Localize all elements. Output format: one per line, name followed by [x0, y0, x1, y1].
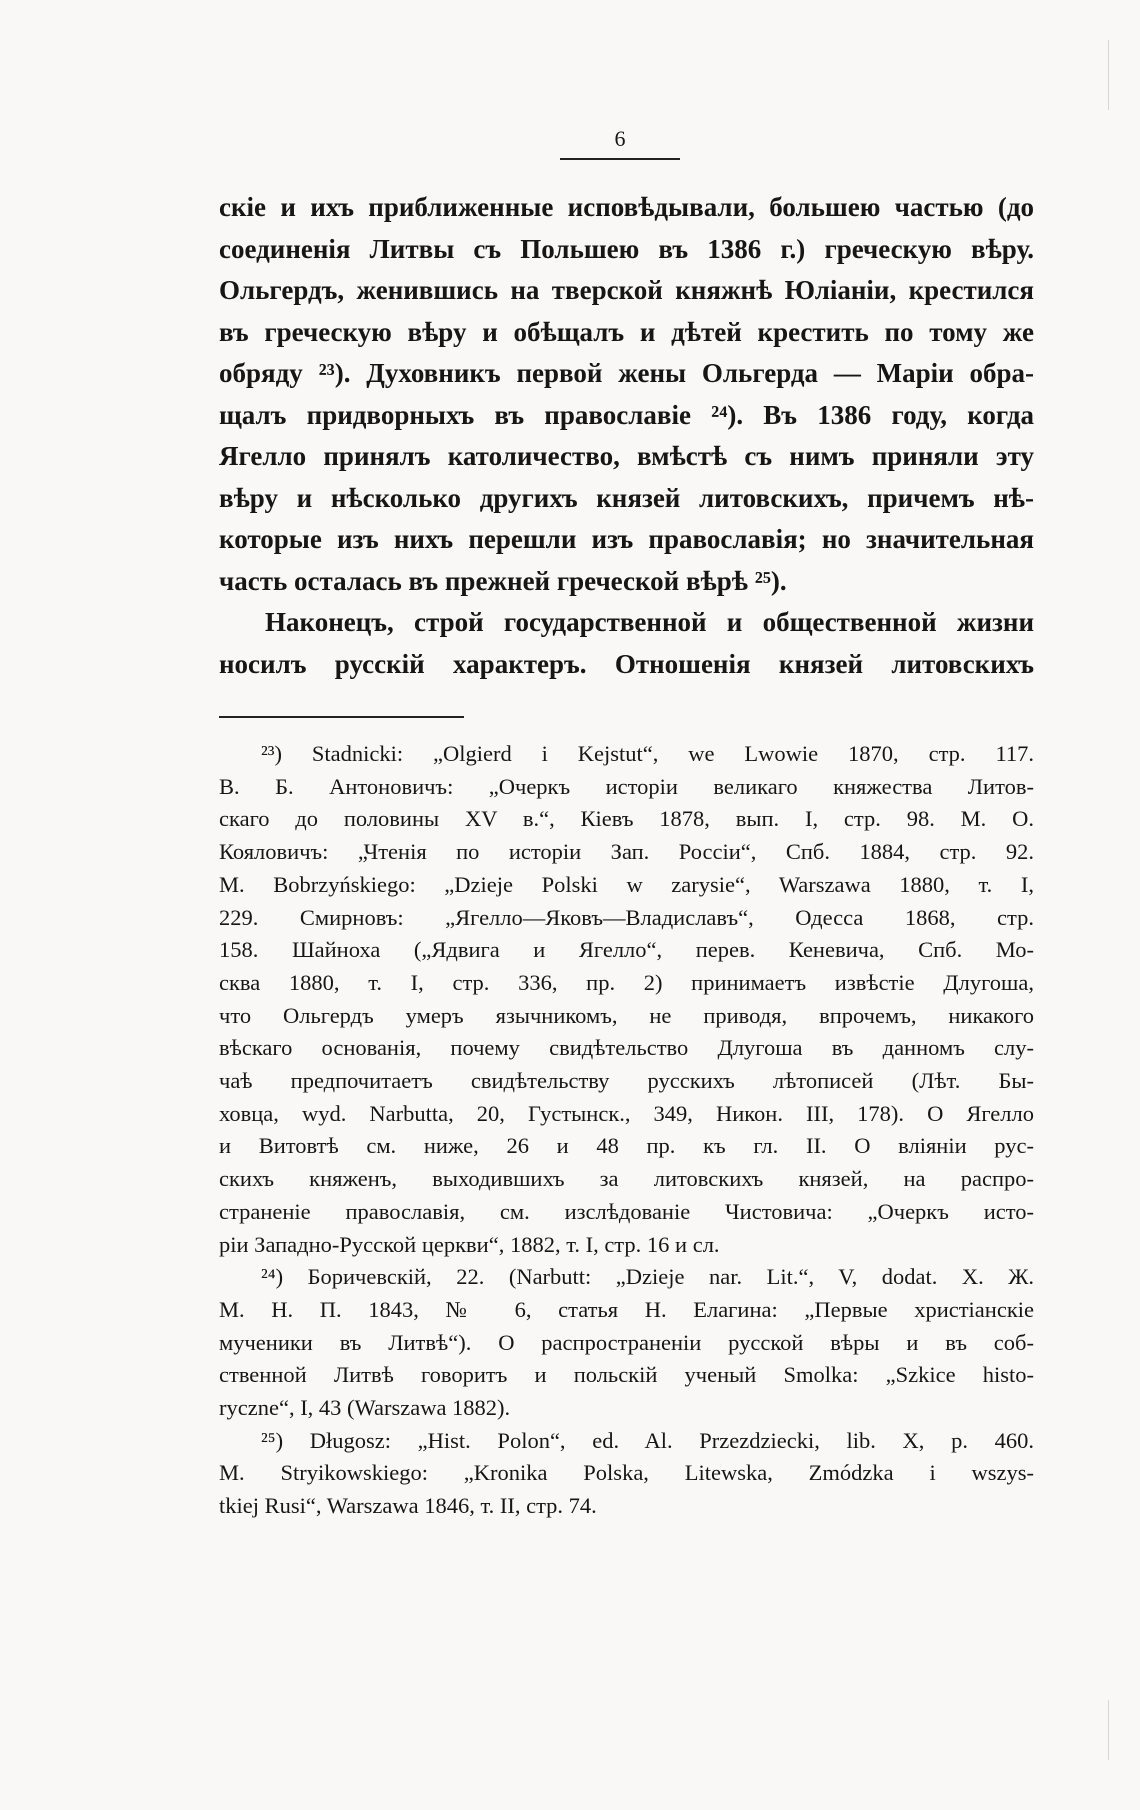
- body-text: [219, 187, 1034, 685]
- footnotes: [219, 738, 1034, 1523]
- footnote-line: мученики въ Литвѣ“). О распространеніи русской вѣры и въ соб-: [219, 1329, 1034, 1355]
- footnote-line: 158. Шайноха („Ядвига и Ягелло“, перев. Кеневича, Спб. Мо-: [219, 937, 1034, 963]
- footnote-line: ²³) Stadnicki: „Olgierd i Kejstut“, we Lwowie 1870, стр. 117.: [261, 741, 1034, 766]
- footnote-line: страненіе православія, см. изслѣдованіе Чистовича: „Очеркъ исто-: [219, 1198, 1034, 1224]
- body-line: Ягелло принялъ католичество, вмѣстѣ съ нимъ приняли эту: [219, 441, 1034, 471]
- body-line: Ольгердъ, женившись на тверской княжнѣ Юліаніи, крестился: [219, 275, 1034, 305]
- footnote-line: скихъ княженъ, выходившихъ за литовскихъ князей, на распро-: [219, 1166, 1034, 1192]
- footnote-line: 229. Смирновъ: „Ягелло—Яковъ—Владиславъ“, Одесса 1868, стр.: [219, 904, 1034, 930]
- body-line: соединенія Литвы съ Польшею въ 1386 г.) греческую вѣру.: [219, 233, 1034, 264]
- footnote-line: ²⁴) Боричевскій, 22. (Narbutt: „Dzieje nar. Lit.“, V, dodat. X. Ж.: [261, 1264, 1034, 1290]
- footnote-line: В. Б. Антоновичъ: „Очеркъ исторіи великаго княжества Литов-: [219, 773, 1034, 799]
- scan-margin-mark: [1108, 1700, 1109, 1760]
- footnote-line: вѣскаго основанія, почему свидѣтельство Длугоша въ данномъ слу-: [219, 1035, 1034, 1061]
- footnote-line: М. Bobrzyńskiego: „Dzieje Polski w zarysie“, Warszawa 1880, т. I,: [219, 871, 1034, 897]
- footnote-line: ryczne“, I, 43 (Warszawa 1882).: [219, 1395, 511, 1421]
- body-line: вѣру и нѣсколько другихъ князей литовскихъ, причемъ нѣ-: [219, 482, 1034, 513]
- footnote-line: M. Stryikowskiego: „Kronika Polska, Litewska, Zmódzka i wszys-: [219, 1460, 1034, 1486]
- footnote-line: что Ольгердъ умеръ язычникомъ, не приводя, впрочемъ, никакого: [219, 1002, 1034, 1028]
- footnote-23: [219, 738, 1034, 1261]
- body-paragraph-2: [219, 602, 1034, 685]
- footnote-line: чаѣ предпочитаетъ свидѣтельству русскихъ лѣтописей (Лѣт. Бы-: [219, 1068, 1034, 1094]
- body-paragraph-1: [219, 187, 1034, 602]
- footnote-24: [219, 1261, 1034, 1425]
- footnote-rule: [219, 716, 464, 718]
- footnote-line: ственной Литвѣ говоритъ и польскій ученый Smolka: „Szkice histo-: [219, 1362, 1034, 1388]
- body-line: Наконецъ, строй государственной и общественной жизни: [265, 607, 1034, 637]
- footnote-line: tkiej Rusi“, Warszawa 1846, т. II, стр. 74.: [219, 1493, 597, 1519]
- body-line: обряду ²³). Духовникъ первой жены Ольгерда — Маріи обра-: [219, 358, 1034, 388]
- body-line: щалъ придворныхъ въ православіе ²⁴). Въ 1386 году, когда: [219, 399, 1034, 430]
- body-line: скіе и ихъ приближенные исповѣдывали, большею частью (до: [219, 192, 1034, 222]
- body-line: въ греческую вѣру и обѣщалъ и дѣтей крестить по тому же: [219, 316, 1034, 347]
- footnote-line: Кояловичъ: „Чтенія по исторіи Зап. Россіи“, Спб. 1884, стр. 92.: [219, 839, 1034, 865]
- footnote-line: ріи Западно-Русской церкви“, 1882, т. I, стр. 16 и сл.: [219, 1231, 720, 1257]
- footnote-line: и Витовтѣ см. ниже, 26 и 48 пр. къ гл. II. О вліяніи рус-: [219, 1133, 1034, 1159]
- footnote-line: сква 1880, т. I, стр. 336, пр. 2) принимаетъ извѣстіе Длугоша,: [219, 969, 1034, 995]
- footnote-line: скаго до половины XV в.“, Кіевъ 1878, вып. I, стр. 98. М. О.: [219, 806, 1034, 832]
- footnote-25: [219, 1425, 1034, 1523]
- scan-margin-mark: [1108, 40, 1109, 110]
- page-number: 6: [614, 126, 626, 151]
- footnote-line: ²⁵) Długosz: „Hist. Polon“, ed. Al. Przezdziecki, lib. X, p. 460.: [261, 1427, 1034, 1453]
- footnote-line: М. Н. П. 1843, № 6, статья Н. Елагина: „Первые христіанскіе: [219, 1296, 1034, 1322]
- footnote-line: ховца, wyd. Narbutta, 20, Густынск., 349, Никон. III, 178). О Ягелло: [219, 1100, 1034, 1126]
- body-line: которые изъ нихъ перешли изъ православія; но значительная: [219, 524, 1034, 554]
- body-line: часть осталась въ прежней греческой вѣрѣ ²⁵).: [219, 565, 787, 596]
- header-rule: [560, 158, 680, 160]
- body-line: носилъ русскій характеръ. Отношенія князей литовскихъ: [219, 648, 1034, 679]
